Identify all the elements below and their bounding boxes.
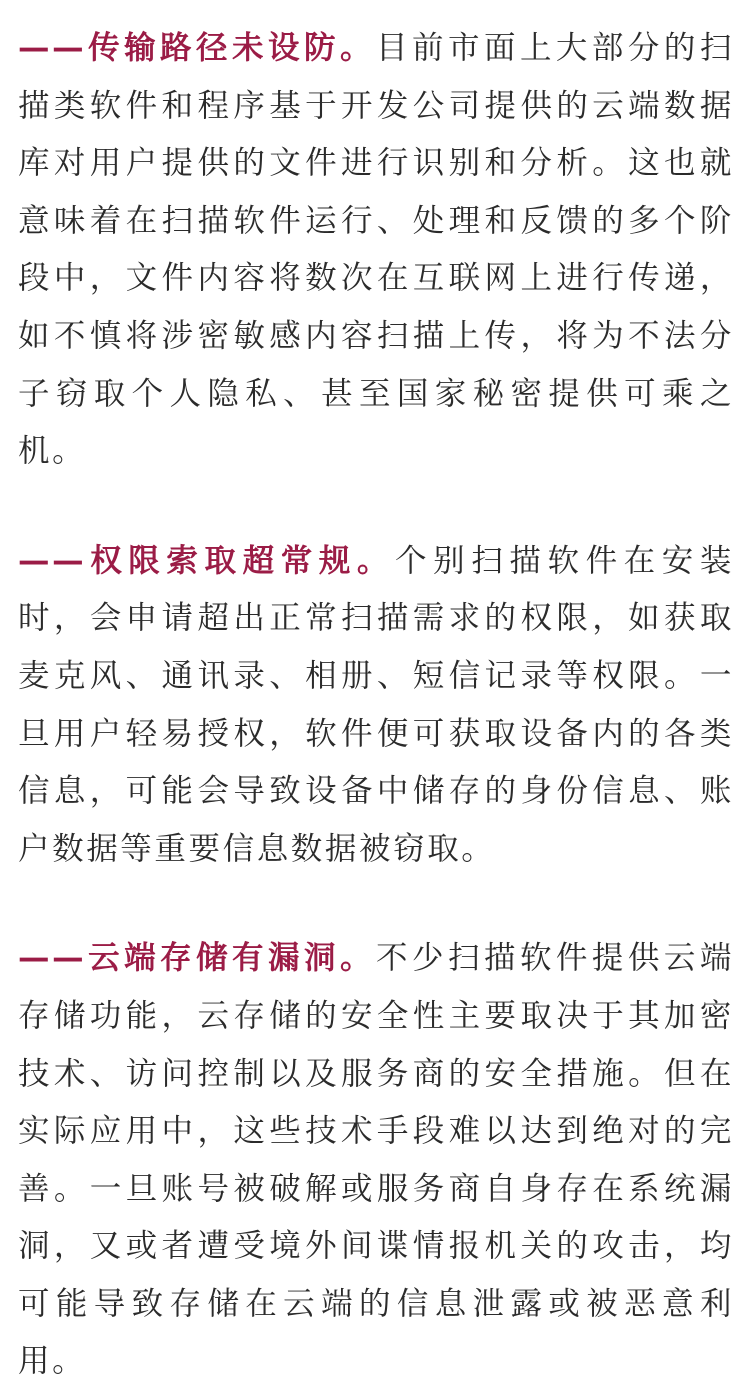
paragraph-heading: ——传输路径未设防。 bbox=[18, 30, 376, 66]
paragraph-heading: ——权限索取超常规。 bbox=[18, 542, 396, 579]
paragraph-text: 个别扫描软件在安装时，会申请超出正常扫描需求的权限，如获取麦克风、通讯录、相册、短信记录等权限。一旦用户轻易授权，软件便可获取设备内的各类信息，可能会导致设备中储存的身份信息、账户数据等重要信息数据被窃取。 bbox=[18, 542, 734, 867]
paragraph-transmission-path bbox=[18, 20, 734, 481]
paragraph-cloud-storage bbox=[18, 930, 734, 1391]
paragraph-heading: ——云端存储有漏洞。 bbox=[18, 940, 376, 977]
paragraph-text: 目前市面上大部分的扫描类软件和程序基于开发公司提供的云端数据库对用户提供的文件进行识别和分析。这也就意味着在扫描软件运行、处理和反馈的多个阶段中，文件内容将数次在互联网上进行传递，如不慎将涉密敏感内容扫描上传，将为不法分子窃取个人隐私、甚至国家秘密提供可乘之机。 bbox=[18, 30, 734, 470]
paragraph-text: 不少扫描软件提供云端存储功能，云存储的安全性主要取决于其加密技术、访问控制以及服务商的安全措施。但在实际应用中，这些技术手段难以达到绝对的完善。一旦账号被破解或服务商自身存在系统漏洞，又或者遭受境外间谍情报机关的攻击，均可能导致存储在云端的信息泄露或被恶意利用。 bbox=[18, 940, 734, 1380]
paragraph-permission-request bbox=[18, 533, 734, 879]
article-body bbox=[18, 20, 734, 1391]
